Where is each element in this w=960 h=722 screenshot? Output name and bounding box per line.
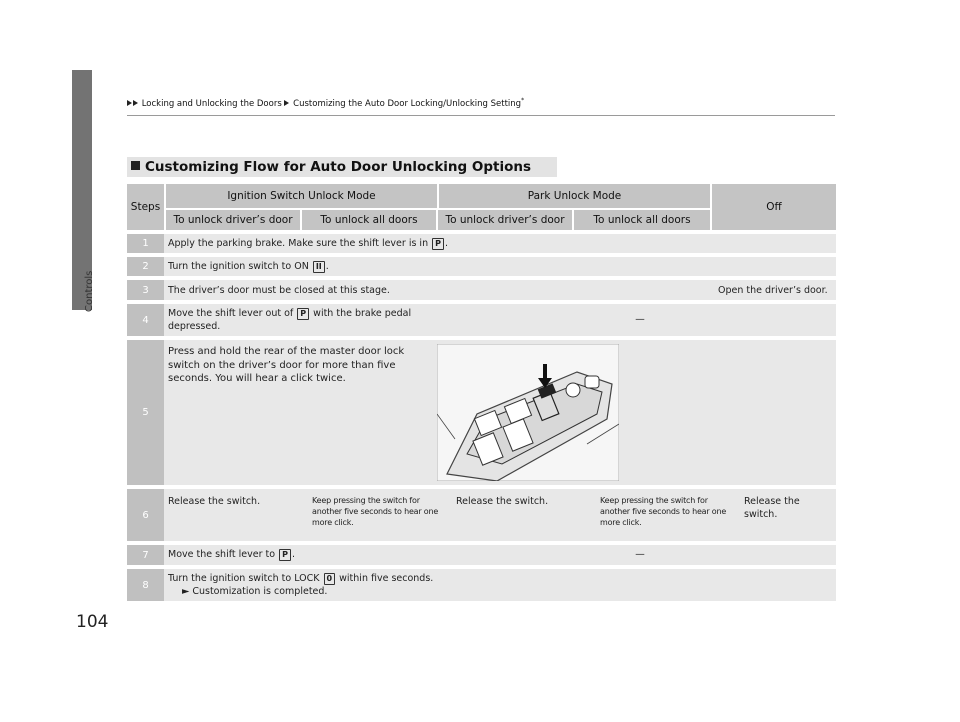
mode-headers bbox=[166, 184, 710, 230]
table-row bbox=[127, 569, 836, 601]
sub-header: To unlock all doors bbox=[302, 210, 436, 230]
section-title-text: Customizing Flow for Auto Door Unlocking Options bbox=[145, 159, 532, 175]
side-label: Controls bbox=[84, 270, 95, 312]
step-text: Keep pressing the switch for another five seconds to hear one more click. bbox=[312, 496, 439, 527]
breadcrumb-part-2[interactable]: Customizing the Auto Door Locking/Unlocking Setting bbox=[293, 98, 522, 109]
step-number: 7 bbox=[127, 545, 164, 565]
asterisk: * bbox=[521, 97, 525, 104]
steps-header: Steps bbox=[127, 184, 164, 230]
result-line bbox=[168, 585, 832, 598]
page-number: 104 bbox=[76, 612, 109, 632]
text: Move the shift lever to bbox=[168, 549, 279, 560]
arrow-icon bbox=[127, 100, 132, 106]
breadcrumb bbox=[127, 97, 524, 109]
arrow-icon bbox=[284, 100, 289, 106]
step-number: 4 bbox=[127, 304, 164, 336]
table-row bbox=[127, 280, 836, 300]
section-title bbox=[127, 157, 557, 177]
step-text bbox=[164, 257, 836, 276]
sub-header: To unlock driver’s door bbox=[166, 210, 300, 230]
result-arrow-icon: ► bbox=[182, 586, 190, 597]
text: with the brake pedal depressed. bbox=[168, 308, 412, 332]
step-text: Release the switch. bbox=[456, 496, 549, 507]
step-text: Keep pressing the switch for another five seconds to hear one more click. bbox=[600, 496, 727, 527]
step-text: Release the switch. bbox=[168, 496, 261, 507]
key-symbol: II bbox=[313, 261, 325, 273]
dash: — bbox=[635, 314, 645, 325]
off-header: Off bbox=[712, 184, 836, 230]
table-row bbox=[127, 545, 836, 565]
key-symbol: 0 bbox=[324, 573, 336, 585]
sub-header: To unlock all doors bbox=[574, 210, 710, 230]
text: within five seconds. bbox=[336, 573, 434, 584]
step-number: 8 bbox=[127, 569, 164, 601]
step-number: 6 bbox=[127, 489, 164, 541]
step-text bbox=[164, 304, 444, 336]
table-row bbox=[127, 304, 836, 336]
table-row bbox=[127, 257, 836, 276]
text: Move the shift lever out of bbox=[168, 308, 297, 319]
arrow-icon bbox=[133, 100, 138, 106]
sub-header: To unlock driver’s door bbox=[438, 210, 572, 230]
step-text: The driver’s door must be closed at this stage. bbox=[168, 285, 390, 296]
text: Apply the parking brake. Make sure the shift lever is in bbox=[168, 238, 432, 249]
step-text: Release the switch. bbox=[744, 496, 800, 520]
door-switch-illustration bbox=[437, 344, 619, 481]
step-text: Press and hold the rear of the master door lock switch on the driver’s door for more than five seconds. You will hear a click twice. bbox=[168, 346, 405, 384]
table-header bbox=[127, 184, 836, 230]
text: Turn the ignition switch to LOCK bbox=[168, 573, 323, 584]
result-text: Customization is completed. bbox=[192, 586, 328, 597]
key-symbol: P bbox=[297, 308, 309, 320]
off-text: Open the driver’s door. bbox=[718, 285, 828, 296]
text: . bbox=[291, 549, 295, 560]
header-rule bbox=[127, 115, 835, 116]
step-number: 3 bbox=[127, 280, 164, 300]
table-row bbox=[127, 340, 836, 485]
text: Turn the ignition switch to ON bbox=[168, 261, 312, 272]
step-text bbox=[164, 545, 444, 565]
park-mode-header: Park Unlock Mode bbox=[439, 184, 710, 208]
step-number: 5 bbox=[127, 340, 164, 485]
text: . bbox=[325, 261, 329, 272]
customizing-flow-table bbox=[127, 184, 836, 601]
key-symbol: P bbox=[432, 238, 444, 250]
key-symbol: P bbox=[279, 549, 291, 561]
step-number: 1 bbox=[127, 234, 164, 253]
step-text bbox=[164, 234, 836, 253]
text: . bbox=[445, 238, 449, 249]
step-line bbox=[168, 572, 832, 585]
table-row bbox=[127, 489, 836, 541]
dash: — bbox=[635, 549, 645, 560]
step-text bbox=[164, 569, 836, 601]
square-bullet-icon bbox=[131, 161, 140, 170]
step-number: 2 bbox=[127, 257, 164, 276]
breadcrumb-part-1[interactable]: Locking and Unlocking the Doors bbox=[141, 98, 282, 109]
ignition-mode-header: Ignition Switch Unlock Mode bbox=[166, 184, 437, 208]
table-row bbox=[127, 234, 836, 253]
